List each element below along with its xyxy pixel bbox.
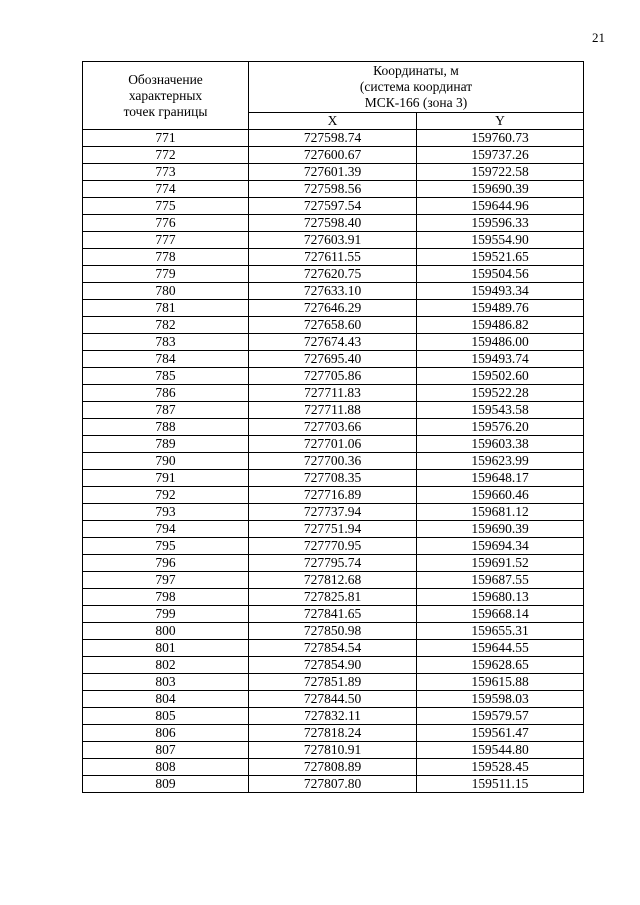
y-cell: 159579.57 [417,708,584,725]
y-cell: 159511.15 [417,776,584,793]
y-cell: 159522.28 [417,385,584,402]
table-row [83,470,584,487]
table-row [83,300,584,317]
table-row [83,725,584,742]
table-row [83,691,584,708]
point-id-cell: 782 [83,317,249,334]
table-row [83,674,584,691]
y-cell: 159486.00 [417,334,584,351]
y-cell: 159615.88 [417,674,584,691]
x-cell: 727854.90 [249,657,417,674]
y-cell: 159687.55 [417,572,584,589]
y-cell: 159603.38 [417,436,584,453]
table-row [83,130,584,147]
point-id-cell: 786 [83,385,249,402]
table-row [83,147,584,164]
table-row [83,572,584,589]
table-row [83,623,584,640]
point-id-cell: 808 [83,759,249,776]
point-id-cell: 777 [83,232,249,249]
point-id-cell: 774 [83,181,249,198]
table-row [83,776,584,793]
table-body [83,130,584,793]
y-cell: 159668.14 [417,606,584,623]
table-row [83,198,584,215]
x-cell: 727812.68 [249,572,417,589]
table-row [83,487,584,504]
x-cell: 727770.95 [249,538,417,555]
y-cell: 159737.26 [417,147,584,164]
table-row [83,232,584,249]
point-id-cell: 798 [83,589,249,606]
y-cell: 159680.13 [417,589,584,606]
table-row [83,759,584,776]
table-row [83,283,584,300]
table-row [83,181,584,198]
table-row [83,436,584,453]
point-id-cell: 775 [83,198,249,215]
point-id-cell: 773 [83,164,249,181]
table-row [83,385,584,402]
x-cell: 727598.74 [249,130,417,147]
point-id-cell: 802 [83,657,249,674]
point-id-cell: 780 [83,283,249,300]
x-cell: 727832.11 [249,708,417,725]
table-row [83,640,584,657]
x-cell: 727711.83 [249,385,417,402]
y-cell: 159504.56 [417,266,584,283]
y-cell: 159644.55 [417,640,584,657]
table-row [83,419,584,436]
y-cell: 159690.39 [417,521,584,538]
table-row [83,317,584,334]
point-id-cell: 784 [83,351,249,368]
y-cell: 159655.31 [417,623,584,640]
point-id-cell: 776 [83,215,249,232]
y-cell: 159493.74 [417,351,584,368]
table-row [83,249,584,266]
point-id-cell: 779 [83,266,249,283]
table-row [83,266,584,283]
x-cell: 727716.89 [249,487,417,504]
table-row [83,351,584,368]
y-cell: 159691.52 [417,555,584,572]
point-id-cell: 795 [83,538,249,555]
x-cell: 727633.10 [249,283,417,300]
x-cell: 727603.91 [249,232,417,249]
y-cell: 159528.45 [417,759,584,776]
point-id-cell: 794 [83,521,249,538]
point-id-cell: 772 [83,147,249,164]
table-row [83,504,584,521]
y-cell: 159648.17 [417,470,584,487]
coordinates-table [82,61,584,793]
point-id-cell: 792 [83,487,249,504]
table-row [83,606,584,623]
x-cell: 727808.89 [249,759,417,776]
y-cell: 159644.96 [417,198,584,215]
table-row [83,402,584,419]
y-cell: 159760.73 [417,130,584,147]
y-cell: 159576.20 [417,419,584,436]
point-id-cell: 806 [83,725,249,742]
point-id-cell: 800 [83,623,249,640]
x-cell: 727701.06 [249,436,417,453]
x-cell: 727674.43 [249,334,417,351]
point-id-cell: 790 [83,453,249,470]
x-cell: 727700.36 [249,453,417,470]
x-cell: 727850.98 [249,623,417,640]
y-cell: 159502.60 [417,368,584,385]
y-cell: 159596.33 [417,215,584,232]
x-cell: 727851.89 [249,674,417,691]
x-cell: 727600.67 [249,147,417,164]
x-cell: 727708.35 [249,470,417,487]
point-id-cell: 797 [83,572,249,589]
x-cell: 727854.54 [249,640,417,657]
y-cell: 159561.47 [417,725,584,742]
y-cell: 159623.99 [417,453,584,470]
x-cell: 727611.55 [249,249,417,266]
x-cell: 727646.29 [249,300,417,317]
x-cell: 727737.94 [249,504,417,521]
header-point-designation: Обозначение характерных точек границы [83,62,249,130]
point-id-cell: 781 [83,300,249,317]
header-coordinates: Координаты, м (система координат МСК-166 (зона 3) [249,62,584,113]
x-cell: 727844.50 [249,691,417,708]
table-row [83,215,584,232]
point-id-cell: 771 [83,130,249,147]
page-number: 21 [592,30,605,45]
table-row [83,708,584,725]
point-id-cell: 783 [83,334,249,351]
x-cell: 727658.60 [249,317,417,334]
y-cell: 159486.82 [417,317,584,334]
x-cell: 727818.24 [249,725,417,742]
x-cell: 727795.74 [249,555,417,572]
table-row [83,521,584,538]
y-cell: 159489.76 [417,300,584,317]
x-cell: 727841.65 [249,606,417,623]
x-cell: 727825.81 [249,589,417,606]
x-cell: 727705.86 [249,368,417,385]
table-row [83,453,584,470]
table-row [83,334,584,351]
point-id-cell: 799 [83,606,249,623]
table-row [83,164,584,181]
y-cell: 159694.34 [417,538,584,555]
point-id-cell: 789 [83,436,249,453]
point-id-cell: 809 [83,776,249,793]
point-id-cell: 807 [83,742,249,759]
point-id-cell: 804 [83,691,249,708]
x-cell: 727597.54 [249,198,417,215]
y-cell: 159544.80 [417,742,584,759]
point-id-cell: 796 [83,555,249,572]
x-cell: 727810.91 [249,742,417,759]
y-cell: 159493.34 [417,283,584,300]
table-row [83,657,584,674]
point-id-cell: 778 [83,249,249,266]
y-cell: 159660.46 [417,487,584,504]
y-cell: 159598.03 [417,691,584,708]
point-id-cell: 791 [83,470,249,487]
table-row [83,538,584,555]
y-cell: 159681.12 [417,504,584,521]
x-cell: 727703.66 [249,419,417,436]
x-cell: 727711.88 [249,402,417,419]
x-cell: 727695.40 [249,351,417,368]
y-cell: 159722.58 [417,164,584,181]
point-id-cell: 793 [83,504,249,521]
y-cell: 159554.90 [417,232,584,249]
table-row [83,589,584,606]
table-row [83,742,584,759]
point-id-cell: 788 [83,419,249,436]
point-id-cell: 803 [83,674,249,691]
y-cell: 159690.39 [417,181,584,198]
table-row [83,555,584,572]
x-cell: 727807.80 [249,776,417,793]
point-id-cell: 805 [83,708,249,725]
point-id-cell: 787 [83,402,249,419]
x-cell: 727751.94 [249,521,417,538]
point-id-cell: 785 [83,368,249,385]
y-cell: 159521.65 [417,249,584,266]
x-cell: 727620.75 [249,266,417,283]
y-cell: 159628.65 [417,657,584,674]
y-cell: 159543.58 [417,402,584,419]
header-x: X [249,113,417,130]
x-cell: 727601.39 [249,164,417,181]
header-y: Y [417,113,584,130]
table-row [83,368,584,385]
x-cell: 727598.56 [249,181,417,198]
point-id-cell: 801 [83,640,249,657]
x-cell: 727598.40 [249,215,417,232]
